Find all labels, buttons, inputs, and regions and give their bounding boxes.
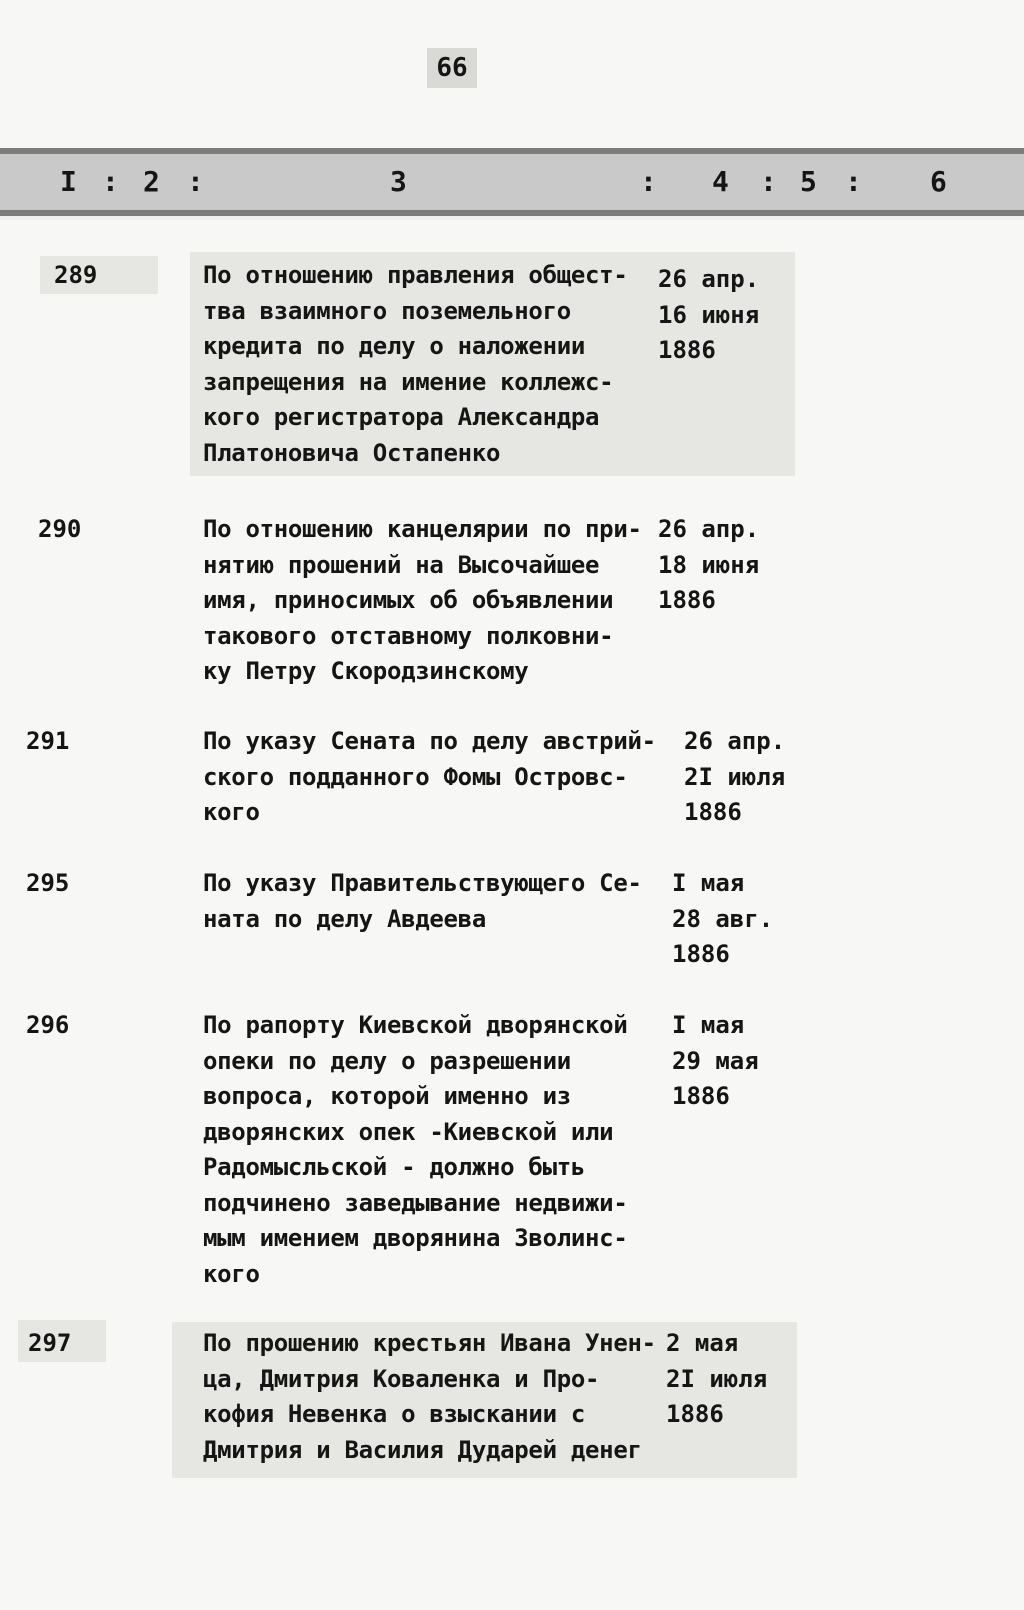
description-line: Платоновича Остапенко [203,438,501,467]
description-line: кого регистратора Александра [203,403,600,431]
description-line: тва взаимного поземельного [203,296,571,325]
column-separator: : [760,165,777,198]
start-date: 26 апр. [658,265,760,293]
entry-number: 291 [26,727,70,755]
end-date: 16 июня [658,300,760,329]
entry-number: 289 [54,261,98,289]
entry-number: 297 [28,1329,72,1357]
start-date: 26 апр. [658,515,760,543]
entry-description [203,724,656,831]
year: 1886 [672,1082,730,1110]
description-line: кофия Невенка о взыскании с [203,1400,586,1428]
entry-description [203,866,643,937]
entry-dates [658,262,808,369]
description-line: Радомысльской - должно быть [203,1153,586,1181]
description-line: По отношению правления общест- [203,261,628,289]
end-date: 2I июля [666,1364,768,1393]
entry-number: 296 [26,1011,70,1039]
description-line: мым имением дворянина Зволинс- [203,1224,628,1252]
entry-dates [658,512,808,619]
description-line: ку Петру Скородзинскому [203,657,529,685]
year: 1886 [666,1400,724,1428]
entry-dates [684,724,834,831]
column-header-5: 5 [800,165,817,198]
description-line: По рапорту Киевской дворянской [203,1011,628,1039]
entry-number: 290 [38,515,82,543]
description-line: ца, Дмитрия Коваленка и Про- [203,1364,600,1393]
end-date: 2I июля [684,762,786,791]
description-line: дворянских опек -Киевской или [203,1117,614,1146]
description-line: имя, приносимых об объявлении [203,586,614,614]
page-number: 66 [427,48,477,88]
description-line: нятию прошений на Высочайшее [203,550,600,579]
year: 1886 [658,586,716,614]
description-line: Дмитрия и Василия Дударей денег [203,1435,642,1464]
column-header-3: 3 [390,165,407,198]
column-header-6: 6 [930,165,947,198]
description-line: ского подданного Фомы Островс- [203,762,628,791]
description-line: По прошению крестьян Ивана Унен- [203,1329,656,1357]
description-line: ната по делу Авдеева [203,904,486,933]
column-header-2: 2 [143,165,160,198]
entry-description [203,512,643,690]
end-date: 18 июня [658,550,760,579]
column-separator: : [845,165,862,198]
year: 1886 [658,336,716,364]
description-line: запрещения на имение коллежс- [203,367,614,396]
description-line: По указу Правительствующего Се- [203,869,642,897]
entry-number: 295 [26,869,70,897]
start-date: 26 апр. [684,727,786,755]
entry-description [203,1008,643,1292]
start-date: I мая [672,869,745,897]
end-date: 28 авг. [672,904,774,933]
description-line: подчинено заведывание недвижи- [203,1188,628,1217]
column-header-4: 4 [712,165,729,198]
entry-dates [666,1326,816,1433]
end-date: 29 мая [672,1046,759,1075]
column-separator: : [187,165,204,198]
entry-description [203,1326,656,1468]
start-date: I мая [672,1011,745,1039]
entry-dates [672,1008,822,1115]
description-line: кого [203,1259,260,1288]
year: 1886 [684,798,742,826]
column-separator: : [102,165,119,198]
start-date: 2 мая [666,1329,739,1357]
entry-dates [672,866,822,973]
entry-description [203,258,643,471]
description-line: кого [203,798,260,826]
description-line: опеки по делу о разрешении [203,1046,571,1075]
description-line: По указу Сената по делу австрий- [203,727,656,755]
description-line: вопроса, которой именно из [203,1082,571,1110]
column-header-1: I [60,165,77,198]
description-line: По отношению канцелярии по при- [203,515,642,543]
year: 1886 [672,940,730,968]
description-line: такового отставному полковни- [203,621,614,650]
column-separator: : [640,165,657,198]
description-line: кредита по делу о наложении [203,332,586,360]
